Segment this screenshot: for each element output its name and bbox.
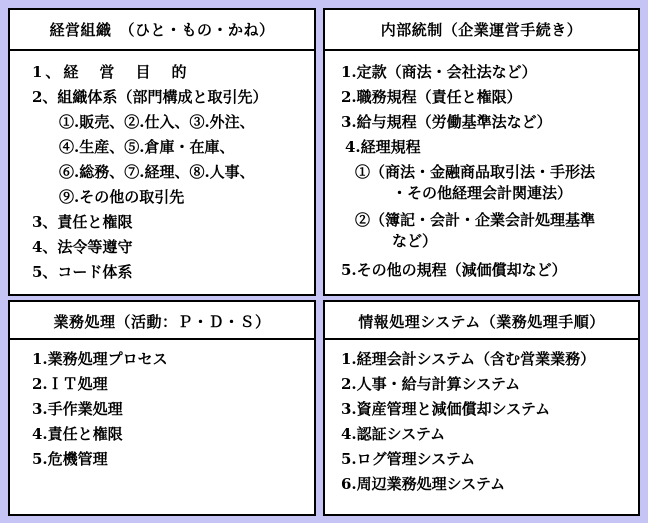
list-item: 2.人事・給与計算システム xyxy=(341,375,521,393)
list-item: など） xyxy=(392,232,438,250)
list-item: 1、経 営 目 的 xyxy=(32,63,190,81)
internal-control-body xyxy=(325,51,638,294)
list-item: 4、法令等遵守 xyxy=(32,238,133,256)
list-item: 4.経理規程 xyxy=(345,138,421,156)
list-item: 3.給与規程（労働基準法など） xyxy=(341,113,552,131)
list-item: 2.ＩＴ処理 xyxy=(32,375,108,393)
list-item: ④.生産、⑤.倉庫・在庫、 xyxy=(59,138,235,156)
list-item: ①.販売、②.仕入、③.外注、 xyxy=(59,113,255,131)
list-item: ⑥.総務、⑦.経理、⑧.人事、 xyxy=(59,163,255,181)
list-item: 4.責任と権限 xyxy=(32,425,123,443)
internal-control-panel xyxy=(323,8,640,296)
list-item: 6.周辺業務処理システム xyxy=(341,475,506,493)
info-system-panel xyxy=(323,300,640,516)
list-item: ⑨.その他の取引先 xyxy=(59,188,185,206)
list-item: 1.業務処理プロセス xyxy=(32,350,168,368)
info-system-title: 情報処理システム（業務処理手順） xyxy=(325,302,638,340)
list-item: 1.定款（商法・会社法など） xyxy=(341,63,537,81)
operations-body xyxy=(10,340,314,514)
list-item: 5.ログ管理システム xyxy=(341,450,476,468)
list-item: 5.危機管理 xyxy=(32,450,108,468)
list-item: 5、コード体系 xyxy=(32,263,133,281)
operations-title: 業務処理（活動：Ｐ・Ｄ・Ｓ） xyxy=(10,302,314,340)
management-panel xyxy=(8,8,316,296)
list-item: 3.手作業処理 xyxy=(32,400,123,418)
management-title: 経営組織 （ひと・もの・かね） xyxy=(10,10,314,51)
internal-control-title: 内部統制（企業運営手続き） xyxy=(325,10,638,51)
list-item: 2.職務規程（責任と権限） xyxy=(341,88,522,106)
list-item: 4.認証システム xyxy=(341,425,446,443)
list-item: 3.資産管理と減価償却システム xyxy=(341,400,551,418)
management-body xyxy=(10,51,314,294)
info-system-body xyxy=(325,340,638,514)
list-item: 2、組織体系（部門構成と取引先） xyxy=(32,88,268,106)
list-item: ・その他経理会計関連法） xyxy=(392,184,573,202)
list-item: 3、責任と権限 xyxy=(32,213,133,231)
operations-panel xyxy=(8,300,316,516)
list-item: ①（商法・金融商品取引法・手形法 xyxy=(355,163,596,181)
list-item: ②（簿記・会計・企業会計処理基準 xyxy=(355,211,596,229)
list-item: 1.経理会計システム（含む営業業務） xyxy=(341,350,596,368)
list-item: 5.その他の規程（減価償却など） xyxy=(341,261,567,279)
